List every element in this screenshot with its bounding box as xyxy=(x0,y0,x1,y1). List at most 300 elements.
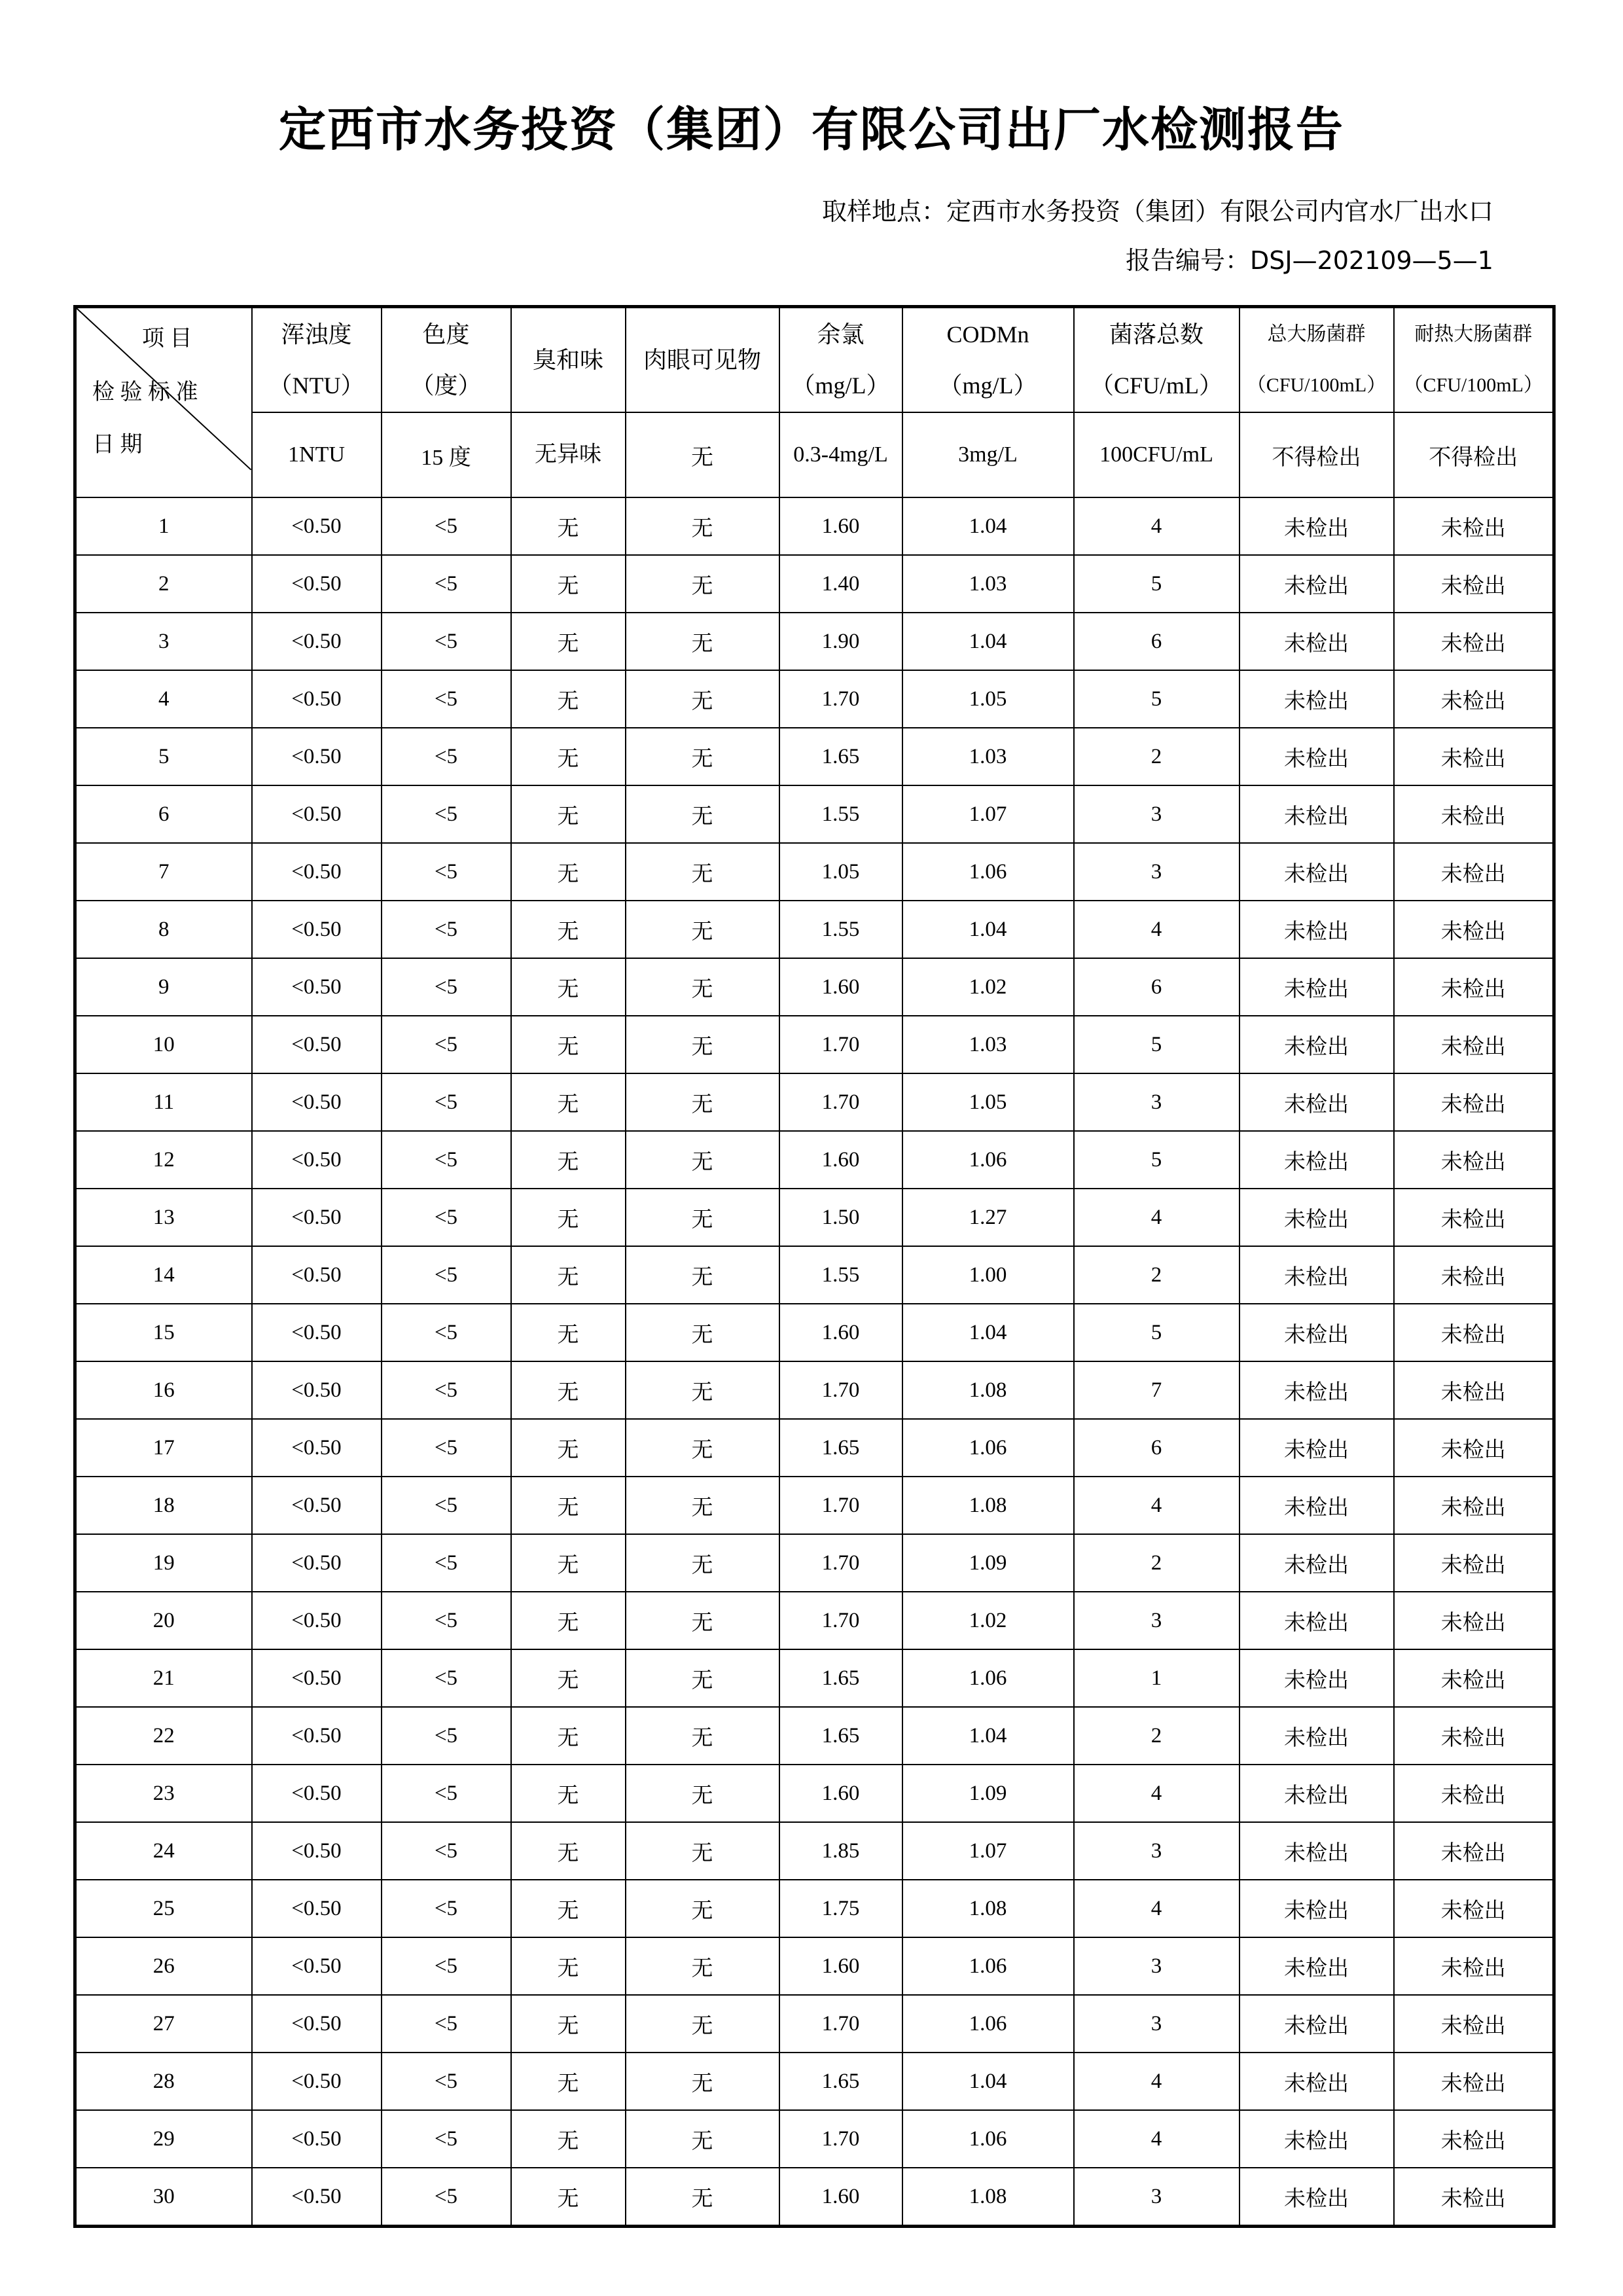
result-cell: 无 xyxy=(511,843,626,901)
result-cell: 无 xyxy=(511,1246,626,1304)
result-cell: 无 xyxy=(626,1361,779,1419)
result-cell: 3 xyxy=(1074,785,1240,843)
result-cell: 未检出 xyxy=(1394,497,1554,555)
result-cell: 5 xyxy=(1074,1131,1240,1189)
result-cell: <5 xyxy=(382,1995,511,2053)
column-header xyxy=(1074,307,1240,413)
result-cell: 未检出 xyxy=(1240,613,1394,670)
corner-standard-label: 检 验 标 准 xyxy=(92,380,198,404)
result-cell: <0.50 xyxy=(252,2053,382,2110)
column-standard: 无 xyxy=(626,412,779,497)
result-cell: 未检出 xyxy=(1240,728,1394,785)
result-cell: <0.50 xyxy=(252,2110,382,2168)
result-cell: 1.04 xyxy=(902,613,1074,670)
result-cell: 无 xyxy=(626,1477,779,1534)
table-row xyxy=(75,2110,1554,2168)
result-cell: 1.65 xyxy=(779,728,902,785)
table-row xyxy=(75,728,1554,785)
result-cell: 未检出 xyxy=(1240,1995,1394,2053)
result-cell: <0.50 xyxy=(252,1592,382,1649)
date-cell: 6 xyxy=(75,785,252,843)
date-cell: 24 xyxy=(75,1822,252,1880)
result-cell: 无 xyxy=(511,2110,626,2168)
result-cell: 未检出 xyxy=(1240,843,1394,901)
result-cell: 无 xyxy=(626,2053,779,2110)
date-cell: 29 xyxy=(75,2110,252,2168)
result-cell: <5 xyxy=(382,1419,511,1477)
result-cell: 1.60 xyxy=(779,958,902,1016)
result-cell: 5 xyxy=(1074,1016,1240,1073)
table-row xyxy=(75,1592,1554,1649)
table-row xyxy=(75,1304,1554,1361)
result-cell: <5 xyxy=(382,728,511,785)
result-cell: 4 xyxy=(1074,1880,1240,1937)
result-cell: 未检出 xyxy=(1394,1707,1554,1765)
result-cell: 无 xyxy=(511,1649,626,1707)
result-cell: 无 xyxy=(626,1189,779,1246)
result-cell: <5 xyxy=(382,2053,511,2110)
date-cell: 22 xyxy=(75,1707,252,1765)
result-cell: 1.07 xyxy=(902,785,1074,843)
result-cell: 1.04 xyxy=(902,901,1074,958)
result-cell: 无 xyxy=(626,1246,779,1304)
result-cell: 未检出 xyxy=(1394,1361,1554,1419)
result-cell: <5 xyxy=(382,613,511,670)
result-cell: 未检出 xyxy=(1394,1477,1554,1534)
result-cell: 1.70 xyxy=(779,670,902,728)
result-cell: <0.50 xyxy=(252,670,382,728)
result-cell: 未检出 xyxy=(1240,670,1394,728)
result-cell: 1.60 xyxy=(779,497,902,555)
result-cell: 未检出 xyxy=(1394,958,1554,1016)
result-cell: 1.65 xyxy=(779,1707,902,1765)
result-cell: 5 xyxy=(1074,1304,1240,1361)
result-cell: <5 xyxy=(382,1765,511,1822)
result-cell: 4 xyxy=(1074,2053,1240,2110)
result-cell: 1.70 xyxy=(779,1592,902,1649)
header-row-standards xyxy=(75,412,1554,497)
result-cell: <5 xyxy=(382,1016,511,1073)
result-cell: 无 xyxy=(511,1880,626,1937)
result-cell: 无 xyxy=(626,1995,779,2053)
result-cell: 无 xyxy=(511,1765,626,1822)
result-cell: 无 xyxy=(626,555,779,613)
result-cell: 3 xyxy=(1074,1937,1240,1995)
result-cell: 未检出 xyxy=(1240,1592,1394,1649)
result-cell: 未检出 xyxy=(1394,728,1554,785)
result-cell: 1.70 xyxy=(779,1534,902,1592)
result-cell: 1.05 xyxy=(779,843,902,901)
column-name: 色度 xyxy=(422,321,470,348)
column-header xyxy=(511,307,626,413)
table-row xyxy=(75,1073,1554,1131)
result-cell: 1.03 xyxy=(902,728,1074,785)
header-row-names xyxy=(75,307,1554,413)
result-cell: 未检出 xyxy=(1240,555,1394,613)
result-cell: <0.50 xyxy=(252,1477,382,1534)
table-row xyxy=(75,613,1554,670)
table-row xyxy=(75,1649,1554,1707)
result-cell: <0.50 xyxy=(252,958,382,1016)
result-cell: 2 xyxy=(1074,1246,1240,1304)
result-cell: 无 xyxy=(511,555,626,613)
result-cell: 未检出 xyxy=(1240,1822,1394,1880)
result-cell: 无 xyxy=(626,1534,779,1592)
result-cell: 1.65 xyxy=(779,1419,902,1477)
result-cell: 1.06 xyxy=(902,1131,1074,1189)
result-cell: 未检出 xyxy=(1240,1304,1394,1361)
result-cell: 3 xyxy=(1074,1592,1240,1649)
result-cell: <0.50 xyxy=(252,728,382,785)
result-cell: 未检出 xyxy=(1240,1937,1394,1995)
result-cell: 未检出 xyxy=(1394,1131,1554,1189)
result-cell: 无 xyxy=(511,1304,626,1361)
result-cell: 未检出 xyxy=(1240,958,1394,1016)
column-standard: 不得检出 xyxy=(1394,412,1554,497)
result-cell: 无 xyxy=(626,1073,779,1131)
column-standard: 不得检出 xyxy=(1240,412,1394,497)
result-cell: <0.50 xyxy=(252,843,382,901)
result-cell: 未检出 xyxy=(1240,1246,1394,1304)
table-row xyxy=(75,1016,1554,1073)
table-row xyxy=(75,1131,1554,1189)
result-cell: 无 xyxy=(626,1707,779,1765)
result-cell: 未检出 xyxy=(1240,1649,1394,1707)
result-cell: 1.08 xyxy=(902,2168,1074,2227)
result-cell: <5 xyxy=(382,2168,511,2227)
result-cell: 1.27 xyxy=(902,1189,1074,1246)
date-cell: 14 xyxy=(75,1246,252,1304)
result-cell: 1 xyxy=(1074,1649,1240,1707)
date-cell: 16 xyxy=(75,1361,252,1419)
result-cell: 无 xyxy=(511,1361,626,1419)
result-cell: 1.70 xyxy=(779,1016,902,1073)
column-header xyxy=(252,307,382,413)
result-cell: <0.50 xyxy=(252,1937,382,1995)
date-cell: 12 xyxy=(75,1131,252,1189)
result-cell: 无 xyxy=(511,958,626,1016)
date-cell: 1 xyxy=(75,497,252,555)
date-cell: 30 xyxy=(75,2168,252,2227)
date-cell: 3 xyxy=(75,613,252,670)
table-row xyxy=(75,958,1554,1016)
result-cell: 未检出 xyxy=(1394,2110,1554,2168)
date-cell: 5 xyxy=(75,728,252,785)
result-cell: 1.08 xyxy=(902,1477,1074,1534)
result-cell: 未检出 xyxy=(1240,1361,1394,1419)
result-cell: <5 xyxy=(382,1189,511,1246)
table-row xyxy=(75,555,1554,613)
result-cell: <0.50 xyxy=(252,1131,382,1189)
result-cell: 无 xyxy=(511,1995,626,2053)
result-cell: 未检出 xyxy=(1394,1304,1554,1361)
result-cell: 未检出 xyxy=(1240,901,1394,958)
result-cell: <0.50 xyxy=(252,555,382,613)
result-cell: 1.70 xyxy=(779,2110,902,2168)
result-cell: 无 xyxy=(626,1649,779,1707)
result-cell: 无 xyxy=(511,1419,626,1477)
result-cell: 未检出 xyxy=(1240,2053,1394,2110)
result-cell: 未检出 xyxy=(1240,1073,1394,1131)
result-cell: <0.50 xyxy=(252,613,382,670)
result-cell: 无 xyxy=(626,843,779,901)
result-cell: 6 xyxy=(1074,613,1240,670)
result-cell: 1.70 xyxy=(779,1361,902,1419)
table-row xyxy=(75,670,1554,728)
result-cell: 未检出 xyxy=(1394,1073,1554,1131)
table-row xyxy=(75,1534,1554,1592)
result-cell: 1.70 xyxy=(779,1995,902,2053)
table-row xyxy=(75,1361,1554,1419)
date-cell: 8 xyxy=(75,901,252,958)
result-cell: 无 xyxy=(626,670,779,728)
result-cell: <5 xyxy=(382,1246,511,1304)
column-unit: （度） xyxy=(410,372,482,399)
date-cell: 28 xyxy=(75,2053,252,2110)
result-cell: 未检出 xyxy=(1394,613,1554,670)
result-cell: 1.06 xyxy=(902,1937,1074,1995)
result-cell: 无 xyxy=(626,1880,779,1937)
result-cell: 无 xyxy=(626,1765,779,1822)
result-cell: 未检出 xyxy=(1240,1016,1394,1073)
result-cell: 1.70 xyxy=(779,1073,902,1131)
result-cell: 未检出 xyxy=(1394,1822,1554,1880)
result-cell: <5 xyxy=(382,497,511,555)
table-row xyxy=(75,1707,1554,1765)
column-header xyxy=(779,307,902,413)
result-cell: 1.00 xyxy=(902,1246,1074,1304)
result-cell: 未检出 xyxy=(1394,1016,1554,1073)
result-cell: <5 xyxy=(382,1477,511,1534)
date-cell: 26 xyxy=(75,1937,252,1995)
result-cell: 无 xyxy=(626,1937,779,1995)
result-cell: <5 xyxy=(382,1649,511,1707)
result-cell: 未检出 xyxy=(1394,2053,1554,2110)
result-cell: <0.50 xyxy=(252,1304,382,1361)
result-cell: 1.90 xyxy=(779,613,902,670)
result-cell: 未检出 xyxy=(1240,1419,1394,1477)
result-cell: <5 xyxy=(382,843,511,901)
result-cell: 1.40 xyxy=(779,555,902,613)
column-standard: 15 度 xyxy=(382,412,511,497)
result-cell: <5 xyxy=(382,785,511,843)
result-cell: 1.08 xyxy=(902,1361,1074,1419)
column-name: 菌落总数 xyxy=(1109,321,1204,348)
result-cell: 未检出 xyxy=(1394,1592,1554,1649)
result-cell: 1.07 xyxy=(902,1822,1074,1880)
result-cell: <5 xyxy=(382,1880,511,1937)
result-cell: 未检出 xyxy=(1240,497,1394,555)
table-row xyxy=(75,1765,1554,1822)
table-row xyxy=(75,843,1554,901)
result-cell: <0.50 xyxy=(252,1707,382,1765)
result-cell: 1.55 xyxy=(779,1246,902,1304)
date-cell: 13 xyxy=(75,1189,252,1246)
result-cell: 无 xyxy=(626,958,779,1016)
result-cell: 未检出 xyxy=(1394,555,1554,613)
result-cell: 无 xyxy=(511,1592,626,1649)
result-cell: 无 xyxy=(626,1016,779,1073)
result-cell: 无 xyxy=(511,1707,626,1765)
result-cell: 无 xyxy=(511,2053,626,2110)
column-name: 浑浊度 xyxy=(281,321,352,348)
result-cell: 未检出 xyxy=(1394,843,1554,901)
result-cell: <0.50 xyxy=(252,1073,382,1131)
date-cell: 20 xyxy=(75,1592,252,1649)
report-title: 定西市水务投资（集团）有限公司出厂水检测报告 xyxy=(278,102,1344,157)
result-cell: 未检出 xyxy=(1240,2168,1394,2227)
result-cell: 7 xyxy=(1074,1361,1240,1419)
result-cell: 未检出 xyxy=(1394,1765,1554,1822)
table-row xyxy=(75,1995,1554,2053)
result-cell: <5 xyxy=(382,1361,511,1419)
table-row xyxy=(75,1880,1554,1937)
result-cell: 1.55 xyxy=(779,785,902,843)
result-cell: 无 xyxy=(626,901,779,958)
result-cell: <0.50 xyxy=(252,1419,382,1477)
date-cell: 19 xyxy=(75,1534,252,1592)
result-cell: <5 xyxy=(382,1592,511,1649)
result-cell: <5 xyxy=(382,2110,511,2168)
result-cell: 无 xyxy=(511,2168,626,2227)
result-cell: 未检出 xyxy=(1394,1880,1554,1937)
date-cell: 23 xyxy=(75,1765,252,1822)
table-row xyxy=(75,901,1554,958)
result-cell: 无 xyxy=(626,1592,779,1649)
date-cell: 27 xyxy=(75,1995,252,2053)
test-results-table xyxy=(73,305,1556,2228)
column-name: 耐热大肠菌群 xyxy=(1414,323,1533,345)
result-cell: <5 xyxy=(382,1534,511,1592)
result-cell: 无 xyxy=(511,1822,626,1880)
result-cell: 1.03 xyxy=(902,1016,1074,1073)
result-cell: 未检出 xyxy=(1240,1477,1394,1534)
result-cell: <5 xyxy=(382,1822,511,1880)
result-cell: 无 xyxy=(626,2168,779,2227)
column-unit: （mg/L） xyxy=(938,372,1037,399)
table-row xyxy=(75,1937,1554,1995)
result-cell: 1.06 xyxy=(902,1419,1074,1477)
result-cell: 未检出 xyxy=(1394,1937,1554,1995)
result-cell: <5 xyxy=(382,1937,511,1995)
result-cell: 无 xyxy=(626,1419,779,1477)
table-row xyxy=(75,2053,1554,2110)
result-cell: 无 xyxy=(511,1073,626,1131)
result-cell: 1.75 xyxy=(779,1880,902,1937)
result-cell: 2 xyxy=(1074,1707,1240,1765)
result-cell: 1.09 xyxy=(902,1534,1074,1592)
result-cell: <5 xyxy=(382,958,511,1016)
result-cell: 3 xyxy=(1074,1995,1240,2053)
result-cell: <0.50 xyxy=(252,2168,382,2227)
result-cell: 4 xyxy=(1074,1189,1240,1246)
result-cell: 未检出 xyxy=(1240,1534,1394,1592)
result-cell: 无 xyxy=(626,1822,779,1880)
result-cell: 3 xyxy=(1074,2168,1240,2227)
result-cell: 未检出 xyxy=(1240,1880,1394,1937)
result-cell: 无 xyxy=(626,728,779,785)
report-number: 报告编号：DSJ—202109—5—1 xyxy=(1125,246,1493,275)
table-row xyxy=(75,1822,1554,1880)
result-cell: 无 xyxy=(511,497,626,555)
result-cell: 1.06 xyxy=(902,1995,1074,2053)
result-cell: 1.04 xyxy=(902,1304,1074,1361)
column-standard: 100CFU/mL xyxy=(1074,412,1240,497)
result-cell: <0.50 xyxy=(252,497,382,555)
result-cell: <0.50 xyxy=(252,1880,382,1937)
sampling-location: 取样地点：定西市水务投资（集团）有限公司内官水厂出水口 xyxy=(821,197,1493,226)
result-cell: 1.06 xyxy=(902,1649,1074,1707)
column-header xyxy=(1240,307,1394,413)
result-cell: 4 xyxy=(1074,1477,1240,1534)
result-cell: 未检出 xyxy=(1394,1995,1554,2053)
result-cell: 无 xyxy=(626,785,779,843)
column-name: 余氯 xyxy=(817,321,865,348)
result-cell: <0.50 xyxy=(252,901,382,958)
result-cell: 4 xyxy=(1074,497,1240,555)
result-cell: 1.60 xyxy=(779,1304,902,1361)
result-cell: 未检出 xyxy=(1394,1189,1554,1246)
date-cell: 10 xyxy=(75,1016,252,1073)
result-cell: 1.04 xyxy=(902,497,1074,555)
result-cell: 1.02 xyxy=(902,958,1074,1016)
column-name: 臭和味 xyxy=(532,347,603,373)
result-cell: 无 xyxy=(511,1534,626,1592)
result-cell: 未检出 xyxy=(1394,1419,1554,1477)
date-cell: 17 xyxy=(75,1419,252,1477)
result-cell: 未检出 xyxy=(1394,2168,1554,2227)
result-cell: <0.50 xyxy=(252,1765,382,1822)
column-unit: （CFU/100mL） xyxy=(1246,374,1387,396)
result-cell: <5 xyxy=(382,555,511,613)
column-unit: （CFU/mL） xyxy=(1090,372,1223,399)
result-cell: 1.06 xyxy=(902,2110,1074,2168)
result-cell: 无 xyxy=(626,497,779,555)
result-cell: 1.60 xyxy=(779,1131,902,1189)
result-cell: 4 xyxy=(1074,901,1240,958)
result-cell: 无 xyxy=(511,785,626,843)
result-cell: 无 xyxy=(511,1937,626,1995)
column-standard: 1NTU xyxy=(252,412,382,497)
result-cell: 1.05 xyxy=(902,670,1074,728)
column-unit: （mg/L） xyxy=(791,372,890,399)
result-cell: 1.02 xyxy=(902,1592,1074,1649)
result-cell: 1.55 xyxy=(779,901,902,958)
table-row xyxy=(75,1477,1554,1534)
result-cell: 无 xyxy=(511,1477,626,1534)
table-row xyxy=(75,1189,1554,1246)
column-standard: 3mg/L xyxy=(902,412,1074,497)
result-cell: 5 xyxy=(1074,555,1240,613)
result-cell: 1.06 xyxy=(902,843,1074,901)
result-cell: 未检出 xyxy=(1394,1246,1554,1304)
table-row xyxy=(75,497,1554,555)
result-cell: 无 xyxy=(511,1131,626,1189)
result-cell: 无 xyxy=(626,613,779,670)
result-cell: 3 xyxy=(1074,1822,1240,1880)
date-cell: 25 xyxy=(75,1880,252,1937)
table-row xyxy=(75,785,1554,843)
result-cell: 未检出 xyxy=(1240,2110,1394,2168)
result-cell: 1.08 xyxy=(902,1880,1074,1937)
column-name: 肉眼可见物 xyxy=(643,347,761,373)
column-unit: （NTU） xyxy=(268,372,365,399)
result-cell: 无 xyxy=(626,1131,779,1189)
result-cell: 无 xyxy=(511,1189,626,1246)
result-cell: 1.65 xyxy=(779,1649,902,1707)
column-name: 总大肠菌群 xyxy=(1267,323,1366,345)
result-cell: 4 xyxy=(1074,1765,1240,1822)
